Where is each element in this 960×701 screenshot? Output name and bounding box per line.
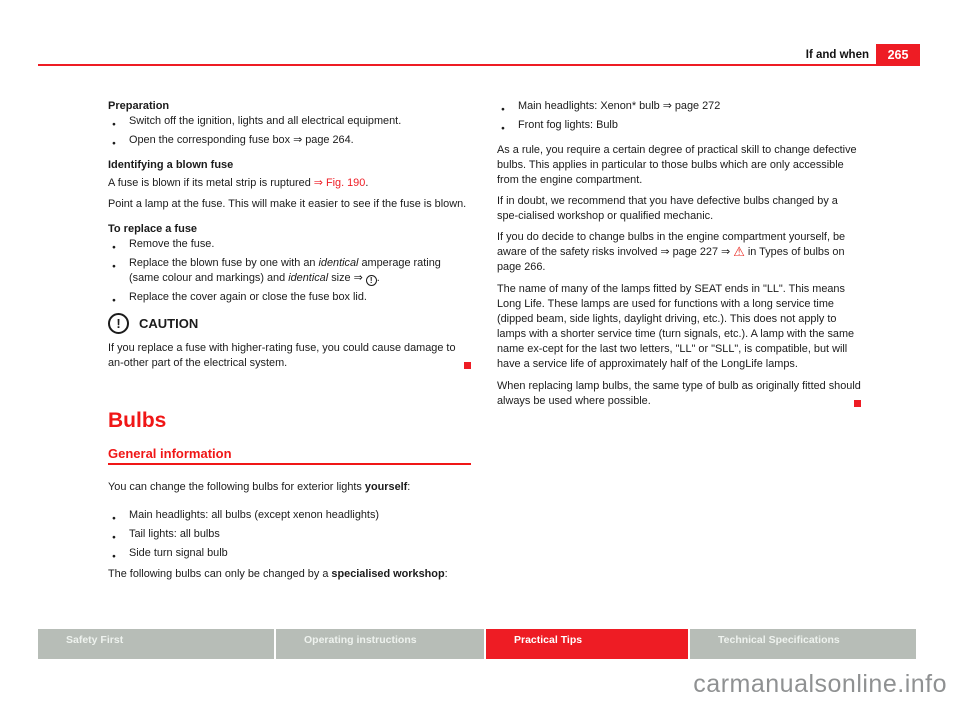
caution-circle-icon: !: [366, 275, 377, 286]
list-item: ● Main headlights: Xenon* bulb ⇒ page 272: [497, 99, 861, 114]
bulbs-title: Bulbs: [108, 409, 167, 432]
paragraph-text: .: [376, 272, 380, 284]
page-number-badge: [876, 44, 920, 66]
preparation-heading: Preparation: [108, 100, 170, 112]
replacement-paragraph: [497, 379, 861, 409]
list-item: ● Main headlights: all bulbs (except xenon headlights): [108, 508, 471, 523]
longlife-paragraph: The name of many of the lamps fitted by SEAT ends in "LL". This means Long Life. These lamps are used for functions with a long service time (dipped beam, side lights, daylight driving, etc.). This does not apply to lamps with a shorter service time (turn signals, etc.). A lamp with the same name ex-cept for the last two letters, "LL" or "SLL", is compatible, but will have a service life of approximately half of the LongLife lamps.: [497, 283, 855, 370]
list-item: ● Tail lights: all bulbs: [108, 527, 471, 542]
header-rule: [38, 64, 920, 66]
paragraph-text: A fuse is blown if its metal strip is ruptured: [108, 177, 314, 189]
skill-paragraph: As a rule, you require a certain degree of practical skill to change defective bulbs. This applies in particular to those bulbs which are only accessible from the engine compartment.: [497, 144, 857, 186]
page-number: 265: [887, 48, 909, 62]
preparation-list: [108, 114, 471, 148]
left-column: [108, 99, 471, 582]
tab-safety-first[interactable]: Safety First: [38, 629, 274, 659]
caution-header: [108, 313, 471, 334]
caution-paragraph: [108, 341, 471, 371]
figure-cross-reference-link[interactable]: ⇒ Fig. 190: [313, 177, 366, 189]
section-end-marker: [854, 400, 861, 407]
identify-paragraph: [108, 176, 471, 191]
list-item: ● Remove the fuse.: [108, 237, 471, 252]
emphasis-text: identical: [318, 257, 359, 269]
list-item: ● Open the corresponding fuse box ⇒ page 264.: [108, 133, 471, 148]
paragraph-text: amperage rating (same colour and markings) and: [129, 257, 441, 284]
replace-heading: To replace a fuse: [108, 223, 198, 235]
paragraph-text: If you replace a fuse with higher-rating fuse, you could cause damage to an-other part of the electrical system.: [108, 342, 456, 369]
paragraph-text: size ⇒: [328, 272, 366, 284]
doubt-paragraph: If in doubt, we recommend that you have defective bulbs changed by a spe-cialised workshop or qualified mechanic.: [497, 195, 838, 222]
safety-risk-paragraph: [497, 230, 861, 275]
lamp-paragraph: Point a lamp at the fuse. This will make it easier to see if the fuse is blown.: [108, 198, 467, 210]
bulb-list: [108, 508, 471, 561]
paragraph-text: :: [407, 481, 411, 493]
list-item: ● Switch off the ignition, lights and all electrical equipment.: [108, 114, 471, 129]
bold-text: yourself: [364, 481, 408, 493]
list-item: ● Replace the cover again or close the fuse box lid.: [108, 290, 471, 305]
paragraph-text: When replacing lamp bulbs, the same type of bulb as originally fitted should always be used where possible.: [497, 380, 861, 407]
general-information-heading: General information: [108, 447, 471, 465]
identify-heading: Identifying a blown fuse: [108, 159, 234, 171]
emphasis-text: identical: [288, 272, 329, 284]
outro-paragraph: [108, 567, 471, 582]
list-item: ● Front fog lights: Bulb: [497, 118, 861, 133]
section-end-marker: [464, 362, 471, 369]
watermark: carmanualsonline.info: [693, 670, 947, 698]
paragraph-text: You can change the following bulbs for exterior lights: [108, 481, 365, 493]
list-item: ● Side turn signal bulb: [108, 546, 471, 561]
replace-list: [108, 237, 471, 305]
warning-triangle-icon: ⚠: [733, 244, 745, 259]
paragraph-text: If you do decide to change bulbs in the engine compartment yourself, be aware of the safety risks involved ⇒ page 227 ⇒: [497, 231, 846, 258]
section-label: If and when: [805, 49, 869, 61]
exclamation-circle-icon: !: [108, 313, 129, 334]
tab-practical-tips[interactable]: Practical Tips: [486, 629, 688, 659]
paragraph-text: Replace the blown fuse by one with an: [129, 257, 319, 269]
workshop-bulb-list: [497, 99, 861, 133]
list-item: [108, 256, 471, 286]
paragraph-text: The following bulbs can only be changed by a: [108, 568, 332, 580]
footer-tab-bar: [38, 629, 920, 659]
caution-title: CAUTION: [139, 316, 199, 331]
tab-technical-specifications[interactable]: Technical Specifications: [690, 629, 916, 659]
tab-operating-instructions[interactable]: Operating instructions: [276, 629, 484, 659]
intro-paragraph: [108, 480, 471, 495]
bold-text: specialised workshop: [331, 568, 445, 580]
paragraph-text: .: [365, 177, 369, 189]
right-column: [497, 99, 861, 409]
paragraph-text: in Types of bulbs on page 266.: [497, 246, 845, 273]
paragraph-text: :: [444, 568, 448, 580]
